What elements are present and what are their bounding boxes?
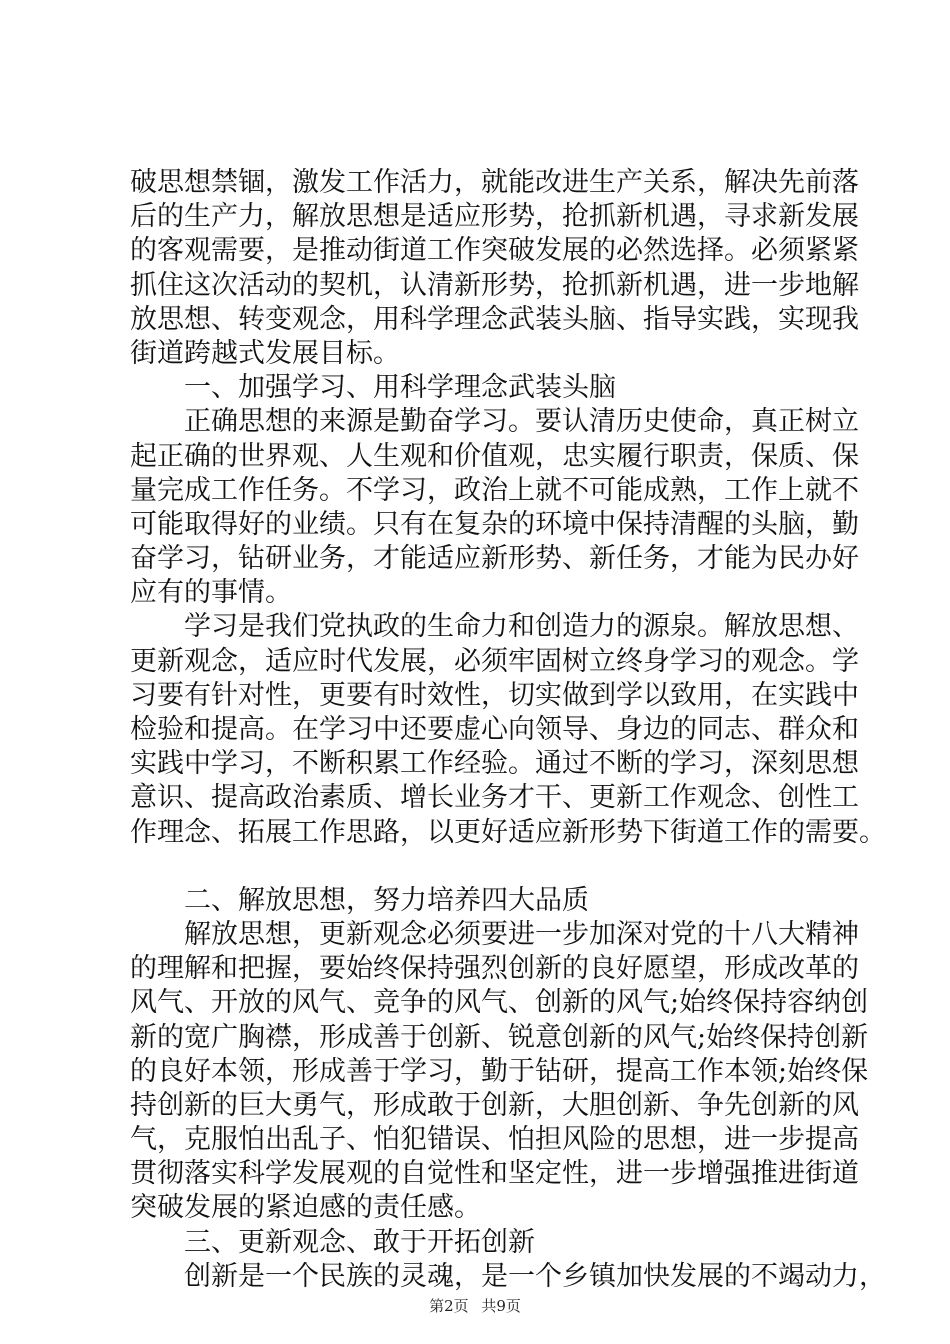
paragraph-intro xyxy=(130,166,859,371)
heading-text: 二、解放思想，努力培养四大品质 xyxy=(184,884,589,916)
paragraph-qualities xyxy=(130,918,869,1226)
text-line: 意识、提高政治素质、增长业务才干、更新工作观念、创性工 xyxy=(130,782,859,814)
text-line: 解放思想，更新观念必须要进一步加深对党的十八大精神 xyxy=(184,918,859,950)
text-line: 气，克服怕出乱子、怕犯错误、怕担风险的思想，进一步提高 xyxy=(130,1124,859,1156)
text-line: 学习是我们党执政的生命力和创造力的源泉。解放思想、 xyxy=(184,611,859,643)
document-body xyxy=(130,166,886,1294)
text-line: 新的宽广胸襟，形成善于创新、锐意创新的风气;始终保持创新 xyxy=(130,1021,869,1053)
text-line: 正确思想的来源是勤奋学习。要认清历史使命，真正树立 xyxy=(184,406,859,438)
text-line: 后的生产力，解放思想是适应形势，抢抓新机遇，寻求新发展 xyxy=(130,201,859,233)
paragraph-innovation xyxy=(130,1260,886,1294)
section-heading-3 xyxy=(130,1226,846,1260)
text-line: 抓住这次活动的契机，认清新形势，抢抓新机遇，进一步地解 xyxy=(130,269,859,301)
paragraph-learning xyxy=(130,610,886,849)
text-line: 突破发展的紧迫感的责任感。 xyxy=(130,1192,481,1224)
text-line: 作理念、拓展工作思路，以更好适应新形势下街道工作的需要。 xyxy=(130,816,886,848)
text-line: 量完成工作任务。不学习，政治上就不可能成熟，工作上就不 xyxy=(130,474,859,506)
text-line: 的良好本领，形成善于学习，勤于钻研，提高工作本领;始终保 xyxy=(130,1055,869,1087)
text-line: 街道跨越式发展目标。 xyxy=(130,337,400,369)
page-number: 第2页 xyxy=(429,1297,469,1315)
text-line: 可能取得好的业绩。只有在复杂的环境中保持清醒的头脑，勤 xyxy=(130,508,859,540)
text-line: 的客观需要，是推动街道工作突破发展的必然选择。必须紧紧 xyxy=(130,235,859,267)
text-line: 创新是一个民族的灵魂，是一个乡镇加快发展的不竭动力， xyxy=(184,1260,886,1292)
text-line: 奋学习，钻研业务，才能适应新形势、新任务，才能为民办好 xyxy=(130,543,859,575)
heading-text: 三、更新观念、敢于开拓创新 xyxy=(184,1226,535,1258)
paragraph-study xyxy=(130,405,859,610)
text-line: 破思想禁锢，激发工作活力，就能改进生产关系，解决先前落 xyxy=(130,167,859,198)
text-line: 放思想、转变观念，用科学理念武装头脑、指导实践，实现我 xyxy=(130,303,859,335)
text-line: 风气、开放的风气、竞争的风气、创新的风气;始终保持容纳创 xyxy=(130,987,869,1019)
text-line: 检验和提高。在学习中还要虚心向领导、身边的同志、群众和 xyxy=(130,714,859,745)
heading-text: 一、加强学习、用科学理念武装头脑 xyxy=(184,372,616,404)
page-total: 共9页 xyxy=(481,1297,521,1315)
text-line: 的理解和把握，要始终保持强烈创新的良好愿望，形成改革的 xyxy=(130,953,859,985)
text-line: 持创新的巨大勇气，形成敢于创新，大胆创新、争先创新的风 xyxy=(130,1089,859,1121)
section-heading-1 xyxy=(130,371,846,405)
text-line: 实践中学习，不断积累工作经验。通过不断的学习，深刻思想 xyxy=(130,748,859,780)
blank-line xyxy=(130,850,846,884)
text-line: 习要有针对性，更要有时效性，切实做到学以致用，在实践中 xyxy=(130,679,859,711)
section-heading-2 xyxy=(130,884,846,918)
text-line: 贯彻落实科学发展观的自觉性和坚定性，进一步增强推进街道 xyxy=(130,1158,859,1190)
text-line: 应有的事情。 xyxy=(130,577,292,609)
text-line: 起正确的世界观、人生观和价值观，忠实履行职责，保质、保 xyxy=(130,440,859,472)
page-footer xyxy=(0,1296,950,1316)
text-line: 更新观念，适应时代发展，必须牢固树立终身学习的观念。学 xyxy=(130,645,859,677)
